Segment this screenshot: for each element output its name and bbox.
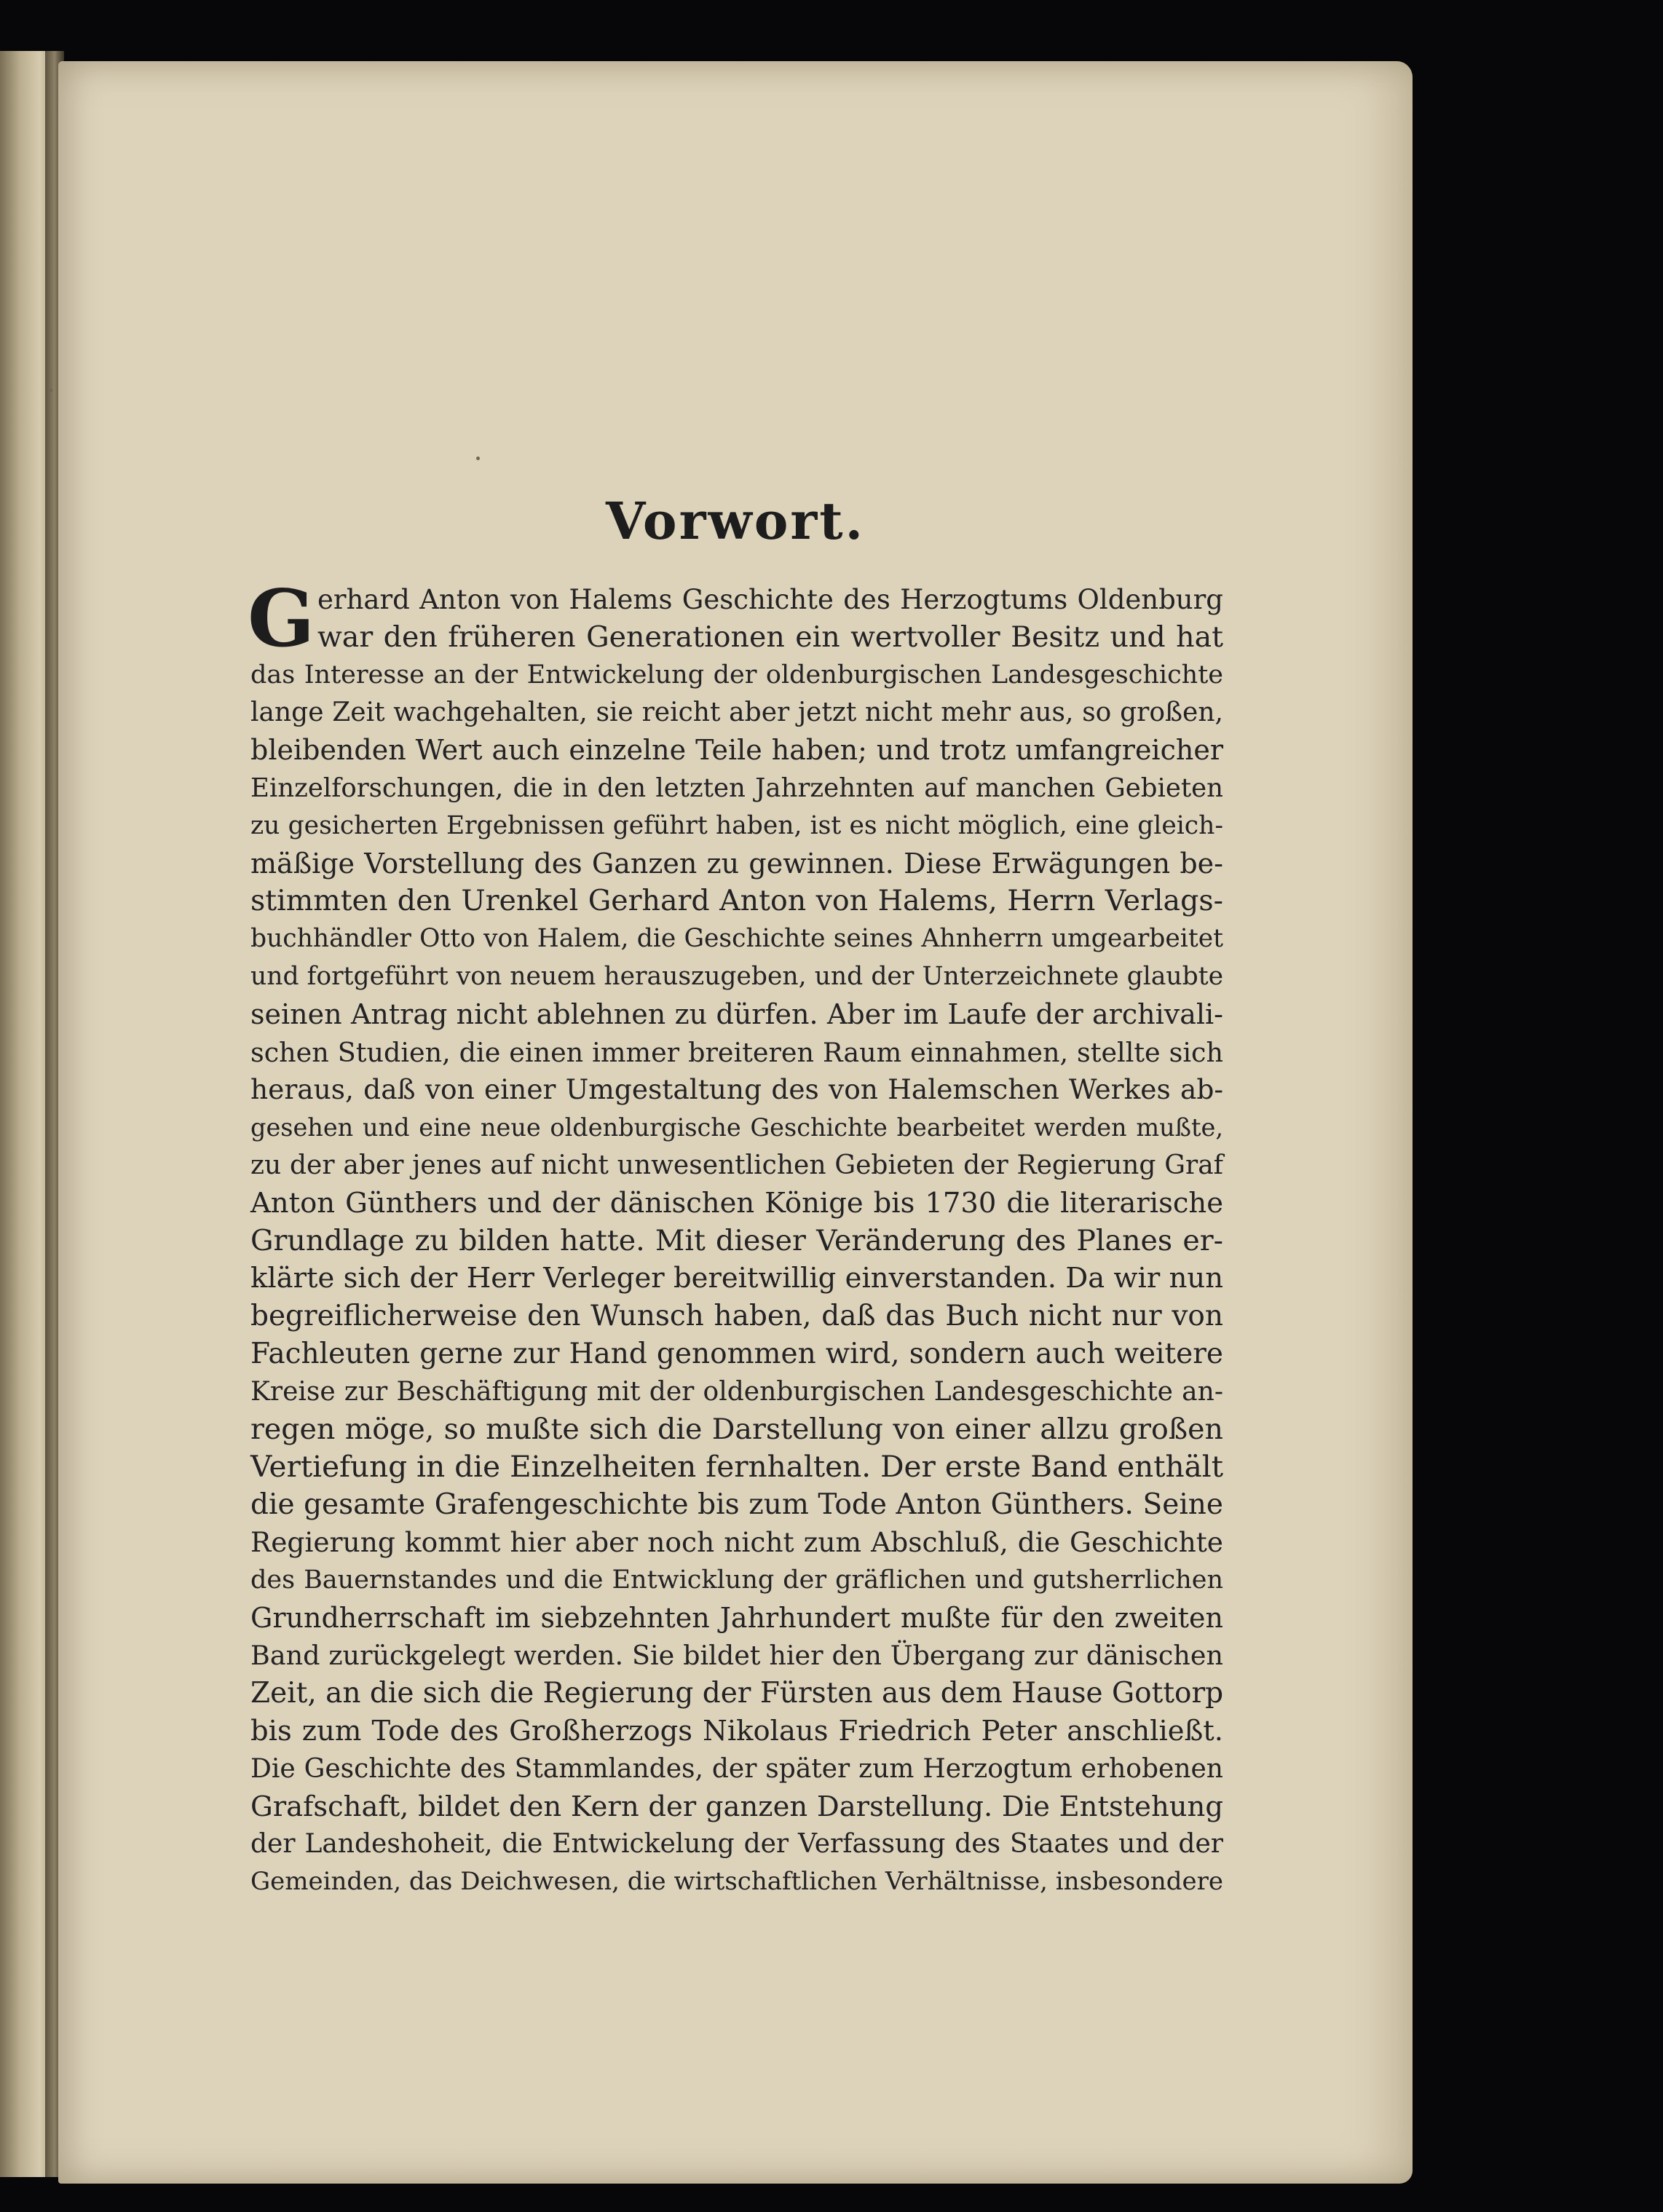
text-line: klärte sich der Herr Verleger bereitwillig einverstanden. Da wir nun <box>250 1262 1223 1295</box>
text-line: der Landeshoheit, die Entwickelung der Verfassung des Staates und der <box>250 1829 1223 1860</box>
text-line: Die Geschichte des Stammlandes, der später zum Herzogtum erhobenen <box>250 1753 1223 1784</box>
text-line: und fortgeführt von neuem herauszugeben, und der Unterzeichnete glaubte <box>250 961 1223 991</box>
text-line: Grafschaft, bildet den Kern der ganzen Darstellung. Die Entstehung <box>250 1790 1223 1823</box>
text-line: Einzelforschungen, die in den letzten Jahrzehnten auf manchen Gebieten <box>250 773 1223 803</box>
text-line: Anton Günthers und der dänischen Könige bis 1730 die literarische <box>250 1186 1223 1220</box>
text-line: Grundherrschaft im siebzehnten Jahrhundert mußte für den zweiten <box>250 1601 1223 1634</box>
text-line: Fachleuten gerne zur Hand genommen wird, sondern auch weitere <box>250 1337 1223 1370</box>
paper-speck <box>50 389 52 392</box>
text-line: stimmten den Urenkel Gerhard Anton von Halems, Herrn Verlags- <box>250 884 1223 918</box>
text-line: bleibenden Wert auch einzelne Teile haben; und trotz umfangreicher <box>250 734 1223 767</box>
text-line: Band zurückgelegt werden. Sie bildet hier den Übergang zur dänischen <box>250 1640 1223 1672</box>
paper-speck <box>476 457 480 460</box>
text-line: lange Zeit wachgehalten, sie reicht aber jetzt nicht mehr aus, so großen, <box>250 698 1223 728</box>
text-line: begreiflicherweise den Wunsch haben, daß das Buch nicht nur von <box>250 1300 1223 1333</box>
text-line: erhard Anton von Halems Geschichte des Herzogtums Oldenburg <box>317 584 1223 615</box>
text-line: das Interesse an der Entwickelung der oldenburgischen Landesgeschichte <box>250 660 1223 690</box>
text-line: zu gesicherten Ergebnissen geführt haben, ist es nicht möglich, eine gleich- <box>250 810 1223 840</box>
text-line: Gemeinden, das Deichwesen, die wirtschaftlichen Verhältnisse, insbesondere <box>250 1867 1223 1897</box>
text-line: regen möge, so mußte sich die Darstellung von einer allzu großen <box>250 1412 1223 1446</box>
preface-body <box>248 573 1224 1901</box>
text-line: Vertiefung in die Einzelheiten fernhalten. Der erste Band enthält <box>250 1449 1223 1485</box>
text-line: Grundlage zu bilden hatte. Mit dieser Veränderung des Planes er- <box>250 1223 1223 1257</box>
text-line: gesehen und eine neue oldenburgische Geschichte bearbeitet werden mußte, <box>250 1113 1223 1142</box>
text-line: Kreise zur Beschäftigung mit der oldenburgischen Landesgeschichte an- <box>250 1376 1223 1407</box>
page-title: Vorwort. <box>606 491 865 551</box>
text-line: heraus, daß von einer Umgestaltung des von Halemschen Werkes ab- <box>250 1073 1223 1106</box>
book-page <box>58 61 1413 2184</box>
text-line: war den früheren Generationen ein wertvoller Besitz und hat <box>317 620 1223 654</box>
text-line: Regierung kommt hier aber noch nicht zum Abschluß, die Geschichte <box>250 1525 1223 1558</box>
text-line: bis zum Tode des Großherzogs Nikolaus Friedrich Peter anschließt. <box>250 1714 1223 1747</box>
text-line: schen Studien, die einen immer breiteren Raum einnahmen, stellte sich <box>250 1036 1223 1068</box>
text-line: Zeit, an die sich die Regierung der Fürsten aus dem Hause Gottorp <box>250 1677 1224 1710</box>
text-line: buchhändler Otto von Halem, die Geschichte seines Ahnherrn umgearbeitet <box>250 924 1223 954</box>
text-line: des Bauernstandes und die Entwicklung der gräflichen und gutsherrlichen <box>250 1565 1223 1595</box>
drop-cap: G <box>248 573 315 665</box>
text-line: seinen Antrag nicht ablehnen zu dürfen. Aber im Laufe der archivali- <box>250 998 1223 1030</box>
text-line: mäßige Vorstellung des Ganzen zu gewinnen. Diese Erwägungen be- <box>250 847 1223 880</box>
text-line: zu der aber jenes auf nicht unwesentlichen Gebieten der Regierung Graf <box>250 1150 1223 1180</box>
text-line: die gesamte Grafengeschichte bis zum Tode Anton Günthers. Seine <box>250 1488 1223 1522</box>
